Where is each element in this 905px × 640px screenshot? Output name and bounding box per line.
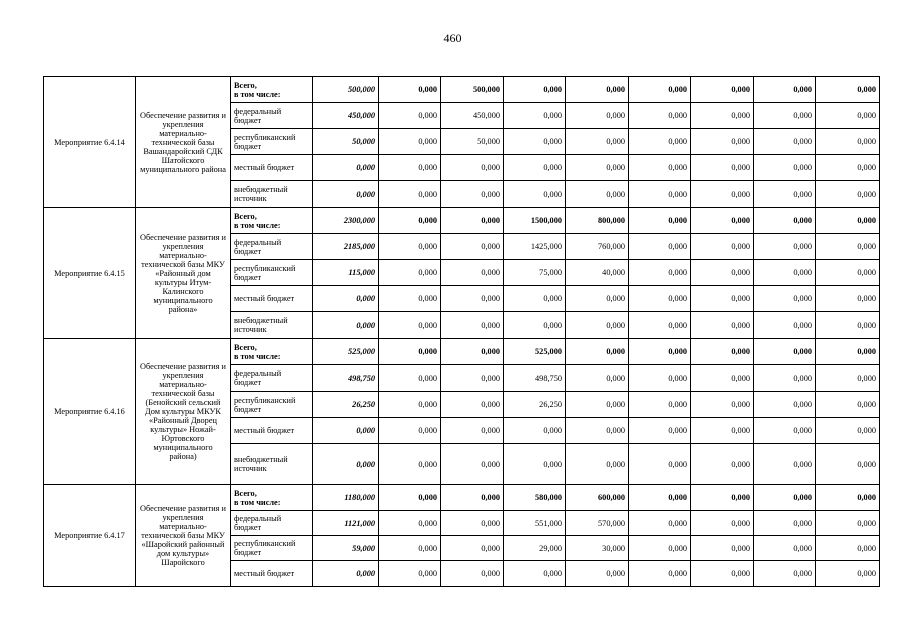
amount-cell: 0,000 (441, 485, 504, 511)
amount-cell: 0,000 (441, 418, 504, 444)
funding-source-cell: федеральный бюджет (231, 365, 313, 392)
amount-cell: 0,000 (504, 77, 566, 103)
amount-cell: 525,000 (504, 339, 566, 365)
amount-cell: 0,000 (816, 208, 880, 234)
amount-cell: 0,000 (379, 561, 441, 587)
amount-cell: 0,000 (754, 312, 816, 339)
event-description-cell: Обеспечение развития и укрепления материально-технической базы МКУ «Шаройский районный дом культуры» Шаройского (136, 485, 231, 587)
funding-source-cell: местный бюджет (231, 286, 313, 312)
amount-cell: 0,000 (441, 234, 504, 260)
amount-cell: 0,000 (379, 536, 441, 561)
amount-cell: 0,000 (629, 155, 691, 181)
amount-cell: 0,000 (441, 286, 504, 312)
amount-cell: 0,000 (441, 392, 504, 418)
amount-cell: 26,250 (504, 392, 566, 418)
amount-cell: 0,000 (754, 286, 816, 312)
total-amount-cell: 59,000 (313, 536, 379, 561)
amount-cell: 0,000 (504, 444, 566, 485)
amount-cell: 0,000 (629, 365, 691, 392)
funding-source-cell: Всего, в том числе: (231, 339, 313, 365)
amount-cell: 0,000 (566, 155, 629, 181)
funding-source-cell: Всего, в том числе: (231, 77, 313, 103)
amount-cell: 0,000 (816, 485, 880, 511)
amount-cell: 0,000 (441, 511, 504, 536)
amount-cell: 0,000 (566, 561, 629, 587)
amount-cell: 0,000 (691, 365, 754, 392)
amount-cell: 0,000 (441, 208, 504, 234)
total-amount-cell: 525,000 (313, 339, 379, 365)
amount-cell: 0,000 (379, 418, 441, 444)
amount-cell: 0,000 (504, 418, 566, 444)
amount-cell: 0,000 (691, 155, 754, 181)
amount-cell: 0,000 (379, 444, 441, 485)
amount-cell: 0,000 (441, 181, 504, 208)
amount-cell: 0,000 (816, 181, 880, 208)
amount-cell: 0,000 (816, 561, 880, 587)
total-amount-cell: 498,750 (313, 365, 379, 392)
amount-cell: 0,000 (629, 129, 691, 155)
total-amount-cell: 450,000 (313, 103, 379, 129)
amount-cell: 0,000 (379, 103, 441, 129)
amount-cell: 0,000 (379, 260, 441, 286)
amount-cell: 551,000 (504, 511, 566, 536)
amount-cell: 0,000 (754, 339, 816, 365)
amount-cell: 0,000 (504, 103, 566, 129)
amount-cell: 0,000 (504, 181, 566, 208)
amount-cell: 0,000 (691, 485, 754, 511)
amount-cell: 0,000 (379, 155, 441, 181)
amount-cell: 0,000 (379, 312, 441, 339)
amount-cell: 40,000 (566, 260, 629, 286)
amount-cell: 0,000 (504, 286, 566, 312)
amount-cell: 0,000 (754, 536, 816, 561)
amount-cell: 0,000 (629, 234, 691, 260)
amount-cell: 0,000 (629, 485, 691, 511)
amount-cell: 0,000 (566, 77, 629, 103)
amount-cell: 0,000 (629, 339, 691, 365)
funding-source-cell: местный бюджет (231, 155, 313, 181)
amount-cell: 30,000 (566, 536, 629, 561)
funding-source-cell: федеральный бюджет (231, 103, 313, 129)
total-amount-cell: 0,000 (313, 181, 379, 208)
table-row (44, 485, 880, 511)
amount-cell: 0,000 (754, 77, 816, 103)
amount-cell: 0,000 (691, 208, 754, 234)
funding-source-cell: внебюджетный источник (231, 444, 313, 485)
amount-cell: 1425,000 (504, 234, 566, 260)
amount-cell: 0,000 (629, 260, 691, 286)
amount-cell: 0,000 (629, 418, 691, 444)
amount-cell: 0,000 (379, 77, 441, 103)
funding-source-cell: республиканский бюджет (231, 129, 313, 155)
amount-cell: 0,000 (629, 77, 691, 103)
amount-cell: 0,000 (566, 418, 629, 444)
amount-cell: 0,000 (629, 561, 691, 587)
amount-cell: 0,000 (379, 339, 441, 365)
total-amount-cell: 0,000 (313, 155, 379, 181)
amount-cell: 0,000 (441, 312, 504, 339)
funding-source-cell: местный бюджет (231, 561, 313, 587)
amount-cell: 0,000 (379, 511, 441, 536)
total-amount-cell: 0,000 (313, 418, 379, 444)
amount-cell: 0,000 (629, 312, 691, 339)
total-amount-cell: 0,000 (313, 286, 379, 312)
funding-source-cell: федеральный бюджет (231, 234, 313, 260)
amount-cell: 0,000 (816, 365, 880, 392)
amount-cell: 0,000 (754, 155, 816, 181)
amount-cell: 0,000 (816, 511, 880, 536)
amount-cell: 570,000 (566, 511, 629, 536)
amount-cell: 0,000 (691, 339, 754, 365)
amount-cell: 0,000 (504, 312, 566, 339)
amount-cell: 500,000 (441, 77, 504, 103)
amount-cell: 0,000 (754, 444, 816, 485)
amount-cell: 0,000 (691, 181, 754, 208)
amount-cell: 0,000 (691, 392, 754, 418)
amount-cell: 580,000 (504, 485, 566, 511)
amount-cell: 0,000 (566, 392, 629, 418)
amount-cell: 498,750 (504, 365, 566, 392)
funding-source-cell: республиканский бюджет (231, 392, 313, 418)
amount-cell: 0,000 (691, 418, 754, 444)
amount-cell: 0,000 (379, 485, 441, 511)
amount-cell: 0,000 (504, 129, 566, 155)
amount-cell: 50,000 (441, 129, 504, 155)
amount-cell: 0,000 (754, 103, 816, 129)
amount-cell: 0,000 (816, 260, 880, 286)
amount-cell: 0,000 (816, 444, 880, 485)
amount-cell: 0,000 (441, 444, 504, 485)
amount-cell: 0,000 (629, 444, 691, 485)
amount-cell: 0,000 (629, 181, 691, 208)
total-amount-cell: 1121,000 (313, 511, 379, 536)
amount-cell: 0,000 (379, 286, 441, 312)
amount-cell: 0,000 (691, 511, 754, 536)
amount-cell: 0,000 (566, 339, 629, 365)
amount-cell: 0,000 (816, 418, 880, 444)
funding-source-cell: внебюджетный источник (231, 181, 313, 208)
amount-cell: 0,000 (379, 234, 441, 260)
total-amount-cell: 1180,000 (313, 485, 379, 511)
amount-cell: 0,000 (629, 511, 691, 536)
amount-cell: 0,000 (691, 286, 754, 312)
amount-cell: 0,000 (504, 561, 566, 587)
amount-cell: 0,000 (754, 129, 816, 155)
amount-cell: 0,000 (629, 103, 691, 129)
event-name-cell: Мероприятие 6.4.15 (44, 208, 136, 339)
amount-cell: 0,000 (754, 392, 816, 418)
amount-cell: 0,000 (816, 392, 880, 418)
amount-cell: 0,000 (691, 129, 754, 155)
amount-cell: 0,000 (566, 129, 629, 155)
funding-source-cell: республиканский бюджет (231, 536, 313, 561)
amount-cell: 0,000 (754, 234, 816, 260)
amount-cell: 0,000 (379, 181, 441, 208)
amount-cell: 0,000 (566, 181, 629, 208)
amount-cell: 0,000 (691, 103, 754, 129)
amount-cell: 600,000 (566, 485, 629, 511)
budget-table (43, 76, 880, 587)
amount-cell: 0,000 (379, 392, 441, 418)
amount-cell: 0,000 (629, 536, 691, 561)
amount-cell: 0,000 (379, 208, 441, 234)
amount-cell: 0,000 (816, 339, 880, 365)
funding-source-cell: республиканский бюджет (231, 260, 313, 286)
amount-cell: 0,000 (816, 103, 880, 129)
amount-cell: 0,000 (441, 260, 504, 286)
amount-cell: 29,000 (504, 536, 566, 561)
amount-cell: 75,000 (504, 260, 566, 286)
total-amount-cell: 0,000 (313, 444, 379, 485)
total-amount-cell: 2300,000 (313, 208, 379, 234)
total-amount-cell: 0,000 (313, 312, 379, 339)
amount-cell: 0,000 (441, 339, 504, 365)
amount-cell: 450,000 (441, 103, 504, 129)
amount-cell: 0,000 (629, 286, 691, 312)
amount-cell: 0,000 (691, 234, 754, 260)
total-amount-cell: 115,000 (313, 260, 379, 286)
event-name-cell: Мероприятие 6.4.14 (44, 77, 136, 208)
amount-cell: 0,000 (379, 365, 441, 392)
amount-cell: 0,000 (441, 365, 504, 392)
total-amount-cell: 2185,000 (313, 234, 379, 260)
amount-cell: 0,000 (441, 561, 504, 587)
table-row (44, 339, 880, 365)
amount-cell: 0,000 (566, 286, 629, 312)
event-name-cell: Мероприятие 6.4.16 (44, 339, 136, 485)
amount-cell: 0,000 (691, 77, 754, 103)
amount-cell: 0,000 (691, 444, 754, 485)
amount-cell: 0,000 (566, 103, 629, 129)
total-amount-cell: 0,000 (313, 561, 379, 587)
amount-cell: 0,000 (816, 536, 880, 561)
amount-cell: 0,000 (754, 418, 816, 444)
amount-cell: 0,000 (504, 155, 566, 181)
page-number: 460 (443, 31, 462, 45)
amount-cell: 0,000 (754, 485, 816, 511)
funding-source-cell: внебюджетный источник (231, 312, 313, 339)
amount-cell: 0,000 (754, 260, 816, 286)
event-description-cell: Обеспечение развития и укрепления материально-технической базы (Бенойский сельский Дом культуры МКУК «Районный Дворец культуры» Ножай-Юртовского муниципального района) (136, 339, 231, 485)
event-name-cell: Мероприятие 6.4.17 (44, 485, 136, 587)
amount-cell: 0,000 (816, 77, 880, 103)
amount-cell: 0,000 (379, 129, 441, 155)
amount-cell: 0,000 (441, 536, 504, 561)
funding-source-cell: местный бюджет (231, 418, 313, 444)
funding-source-cell: Всего, в том числе: (231, 208, 313, 234)
amount-cell: 760,000 (566, 234, 629, 260)
amount-cell: 0,000 (566, 312, 629, 339)
amount-cell: 1500,000 (504, 208, 566, 234)
amount-cell: 0,000 (566, 444, 629, 485)
total-amount-cell: 26,250 (313, 392, 379, 418)
total-amount-cell: 50,000 (313, 129, 379, 155)
table-row (44, 77, 880, 103)
amount-cell: 0,000 (629, 208, 691, 234)
amount-cell: 0,000 (754, 181, 816, 208)
amount-cell: 0,000 (816, 234, 880, 260)
amount-cell: 0,000 (754, 561, 816, 587)
event-description-cell: Обеспечение развития и укрепления материально-технической базы Вашандаройский СДК Шатойского муниципального района (136, 77, 231, 208)
amount-cell: 0,000 (754, 208, 816, 234)
amount-cell: 0,000 (816, 129, 880, 155)
event-description-cell: Обеспечение развития и укрепления материально-технической базы МКУ «Районный дом культуры Итум-Калинского муниципального района» (136, 208, 231, 339)
amount-cell: 0,000 (816, 286, 880, 312)
amount-cell: 0,000 (691, 260, 754, 286)
total-amount-cell: 500,000 (313, 77, 379, 103)
amount-cell: 0,000 (816, 155, 880, 181)
amount-cell: 0,000 (629, 392, 691, 418)
amount-cell: 0,000 (566, 365, 629, 392)
amount-cell: 800,000 (566, 208, 629, 234)
amount-cell: 0,000 (691, 312, 754, 339)
table-row (44, 208, 880, 234)
amount-cell: 0,000 (441, 155, 504, 181)
funding-source-cell: Всего, в том числе: (231, 485, 313, 511)
amount-cell: 0,000 (754, 511, 816, 536)
amount-cell: 0,000 (691, 536, 754, 561)
funding-source-cell: федеральный бюджет (231, 511, 313, 536)
amount-cell: 0,000 (816, 312, 880, 339)
amount-cell: 0,000 (691, 561, 754, 587)
amount-cell: 0,000 (754, 365, 816, 392)
